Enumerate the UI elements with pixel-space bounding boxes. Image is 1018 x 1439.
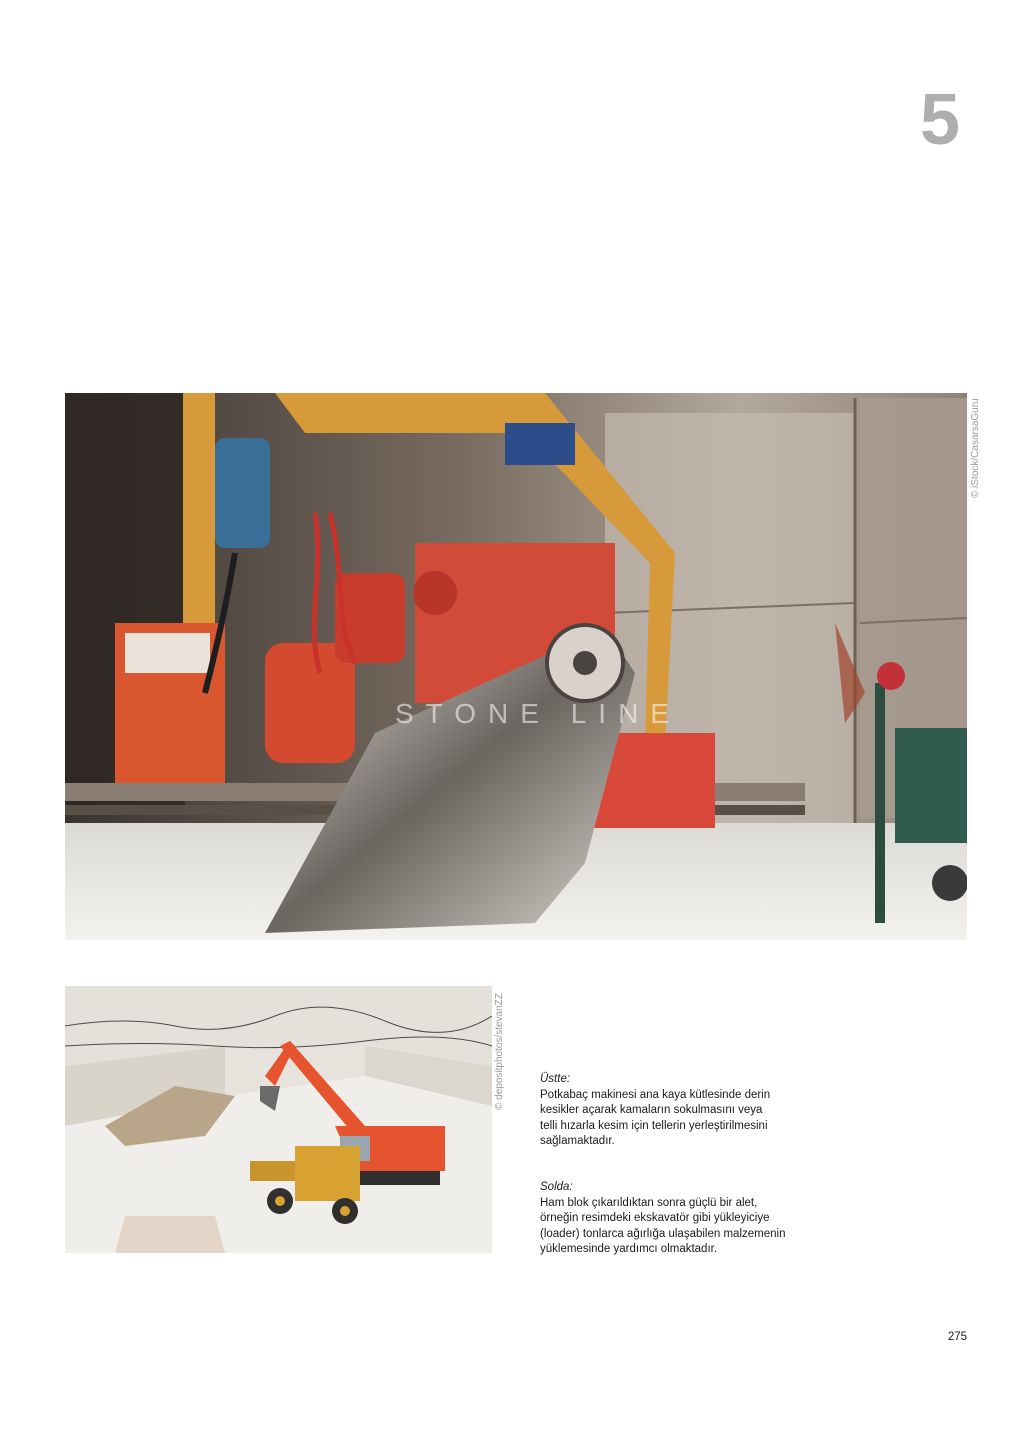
small-photo-credit: © depositphotos/stevanZZ bbox=[494, 993, 505, 1110]
caption-lead: Solda: bbox=[540, 1181, 573, 1193]
main-photo-credit: © iStock/CasarsaGuru bbox=[970, 398, 981, 498]
caption-line: Potkabaç makinesi ana kaya kütlesinde derin bbox=[540, 1088, 771, 1101]
caption-above bbox=[540, 1072, 830, 1150]
caption-line: yüklemesinde yardımcı olmaktadır. bbox=[540, 1243, 718, 1255]
page-number: 275 bbox=[947, 1331, 967, 1343]
excavator-loader-illustration bbox=[65, 986, 492, 1253]
caption-left bbox=[540, 1180, 830, 1258]
quarry-machine-photo bbox=[65, 393, 967, 940]
watermark-text: STONE LINE bbox=[395, 698, 681, 729]
chapter-number: 5 bbox=[919, 80, 961, 160]
caption-line: telli hızarla kesim için tellerin yerleştirilmesini bbox=[540, 1119, 768, 1132]
quarry-machine-illustration bbox=[65, 393, 967, 940]
caption-line: kesikler açarak kamaların sokulmasını veya bbox=[540, 1104, 763, 1116]
caption-line: örneğin resimdeki ekskavatör gibi yükleyiciye bbox=[540, 1212, 770, 1224]
caption-line: (loader) tonlarca ağırlığa ulaşabilen malzemenin bbox=[540, 1227, 786, 1240]
excavator-loader-photo bbox=[65, 986, 492, 1253]
caption-line: sağlamaktadır. bbox=[540, 1135, 615, 1147]
caption-line: Ham blok çıkarıldıktan sonra güçlü bir alet, bbox=[540, 1196, 758, 1209]
caption-lead: Üstte: bbox=[540, 1073, 571, 1085]
